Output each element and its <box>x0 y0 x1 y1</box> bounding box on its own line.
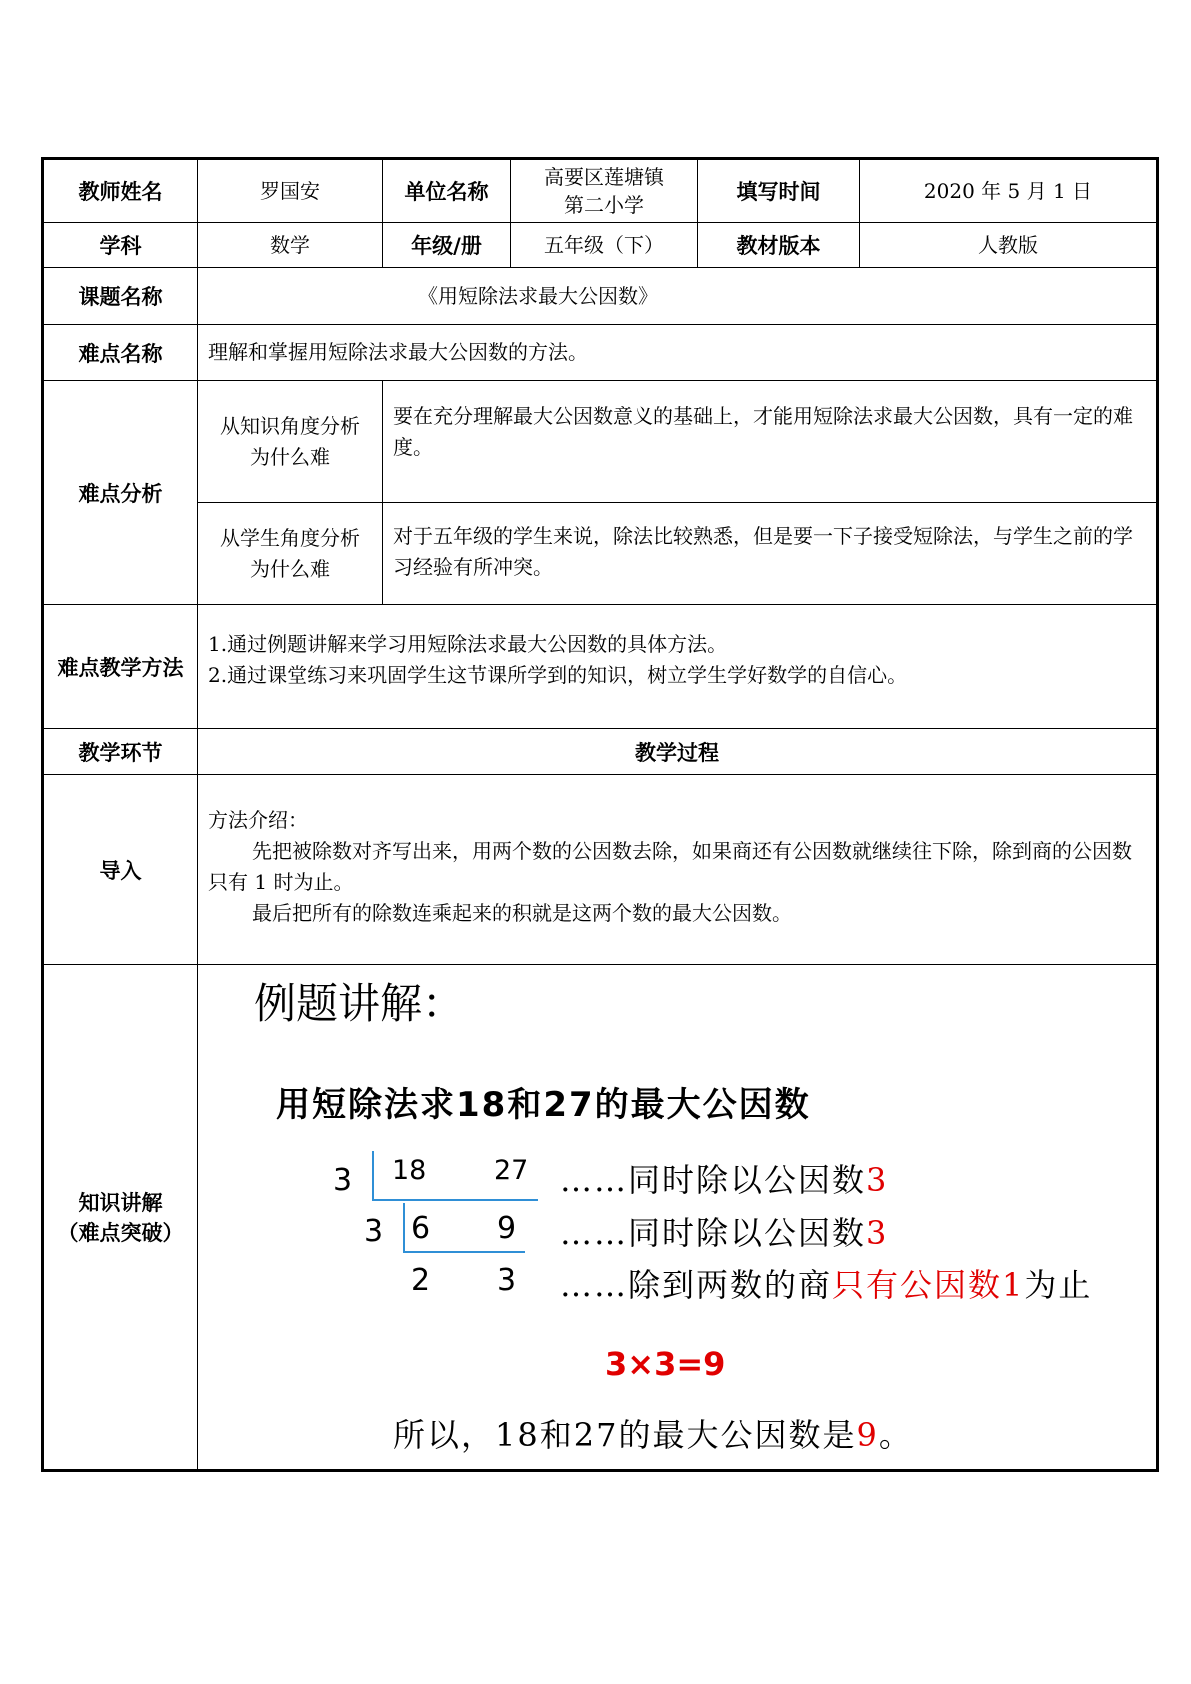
unit-label: 单位名称 <box>383 159 511 223</box>
method-line2: 2.通过课堂练习来巩固学生这节课所学到的知识，树立学生学好数学的自信心。 <box>208 663 908 687</box>
intro-line3: 最后把所有的除数连乘起来的积就是这两个数的最大公因数。 <box>252 901 792 925</box>
difficulty-label: 难点名称 <box>43 325 198 381</box>
conclusion-text: 所以，18和27的最大公因数是 <box>393 1416 857 1454</box>
note-step-1-text: ……同时除以公因数 <box>560 1161 867 1199</box>
note-step-2 <box>560 1208 888 1254</box>
student-angle-line2: 为什么难 <box>250 556 330 581</box>
quotient-2: 2 <box>411 1263 431 1298</box>
note-step-3 <box>560 1260 1092 1306</box>
method-text <box>198 605 1158 729</box>
intro-line1: 方法介绍： <box>208 808 308 832</box>
edition-label: 教材版本 <box>698 223 860 268</box>
row-subject <box>43 223 1158 268</box>
topic-label: 课题名称 <box>43 268 198 325</box>
quotient-3: 3 <box>497 1263 517 1298</box>
difficulty-value: 理解和掌握用短除法求最大公因数的方法。 <box>198 325 1158 381</box>
example-problem: 用短除法求18和27的最大公因数 <box>276 1085 811 1125</box>
division-bracket-2-horizontal <box>403 1251 525 1253</box>
note-step-2-text: ……同时除以公因数 <box>560 1214 867 1252</box>
date-value: 2020 年 5 月 1 日 <box>860 159 1158 223</box>
knowledge-label-line1: 知识讲解 <box>78 1191 163 1215</box>
process-header: 教学过程 <box>198 729 1158 775</box>
lesson-table <box>41 157 1159 1472</box>
note-step-3-text: ……除到两数的商 <box>560 1266 833 1304</box>
quotient-6: 6 <box>411 1211 431 1246</box>
product-calculation: 3×3=9 <box>605 1345 726 1383</box>
dividend-27: 27 <box>494 1155 529 1186</box>
conclusion-suffix: 。 <box>878 1416 913 1454</box>
note-step-1-number: 3 <box>866 1161 889 1199</box>
intro-line2: 先把被除数对齐写出来，用两个数的公因数去除，如果商还有公因数就继续往下除，除到商的公因数只有 1 时为止。 <box>208 839 1132 894</box>
analysis-label: 难点分析 <box>43 381 198 605</box>
date-label: 填写时间 <box>698 159 860 223</box>
row-intro <box>43 775 1158 965</box>
row-topic <box>43 268 1158 325</box>
division-bracket-2-vertical <box>403 1203 405 1253</box>
lesson-form <box>41 157 1156 1472</box>
edition-value: 人教版 <box>860 223 1158 268</box>
teacher-label: 教师姓名 <box>43 159 198 223</box>
row-knowledge <box>43 965 1158 1471</box>
row-analysis-knowledge <box>43 381 1158 503</box>
subject-value: 数学 <box>198 223 383 268</box>
division-bracket-1-vertical <box>372 1151 374 1201</box>
note-step-1 <box>560 1155 888 1201</box>
intro-label: 导入 <box>43 775 198 965</box>
student-angle-line1: 从学生角度分析 <box>220 525 360 550</box>
conclusion-answer: 9 <box>856 1416 879 1454</box>
row-process-header <box>43 729 1158 775</box>
unit-value-line2: 第二小学 <box>564 193 644 217</box>
stage-header: 教学环节 <box>43 729 198 775</box>
grade-value: 五年级（下） <box>511 223 698 268</box>
grade-label: 年级/册 <box>383 223 511 268</box>
teacher-value: 罗国安 <box>198 159 383 223</box>
divisor-2: 3 <box>364 1214 384 1249</box>
division-bracket-1-horizontal <box>372 1199 538 1201</box>
row-difficulty <box>43 325 1158 381</box>
conclusion <box>393 1410 913 1456</box>
knowledge-label-line2: （难点突破） <box>57 1221 184 1245</box>
topic-value: 《用短除法求最大公因数》 <box>198 268 1158 325</box>
method-label: 难点教学方法 <box>43 605 198 729</box>
row-analysis-student <box>43 503 1158 605</box>
row-teacher <box>43 159 1158 223</box>
knowledge-label <box>43 965 198 1471</box>
unit-value <box>511 159 698 223</box>
note-step-2-number: 3 <box>866 1214 889 1252</box>
intro-text <box>198 775 1158 965</box>
knowledge-angle-label <box>198 381 383 503</box>
knowledge-angle-line2: 为什么难 <box>250 444 330 469</box>
dividend-18: 18 <box>392 1155 427 1186</box>
note-step-3-highlight: 只有公因数1 <box>832 1266 1025 1304</box>
quotient-9: 9 <box>497 1211 517 1246</box>
unit-value-line1: 高要区莲塘镇 <box>544 165 664 189</box>
example-figure <box>198 965 1156 1467</box>
method-line1: 1.通过例题讲解来学习用短除法求最大公因数的具体方法。 <box>208 632 728 656</box>
knowledge-angle-text: 要在充分理解最大公因数意义的基础上，才能用短除法求最大公因数，具有一定的难度。 <box>383 381 1158 503</box>
subject-label: 学科 <box>43 223 198 268</box>
divisor-1: 3 <box>333 1163 353 1198</box>
example-heading: 例题讲解： <box>254 979 465 1028</box>
student-angle-text: 对于五年级的学生来说，除法比较熟悉，但是要一下子接受短除法，与学生之前的学习经验有所冲突。 <box>383 503 1158 605</box>
note-step-3-suffix: 为止 <box>1024 1266 1093 1304</box>
row-method <box>43 605 1158 729</box>
knowledge-content <box>198 965 1158 1471</box>
knowledge-angle-line1: 从知识角度分析 <box>220 413 360 438</box>
student-angle-label <box>198 503 383 605</box>
